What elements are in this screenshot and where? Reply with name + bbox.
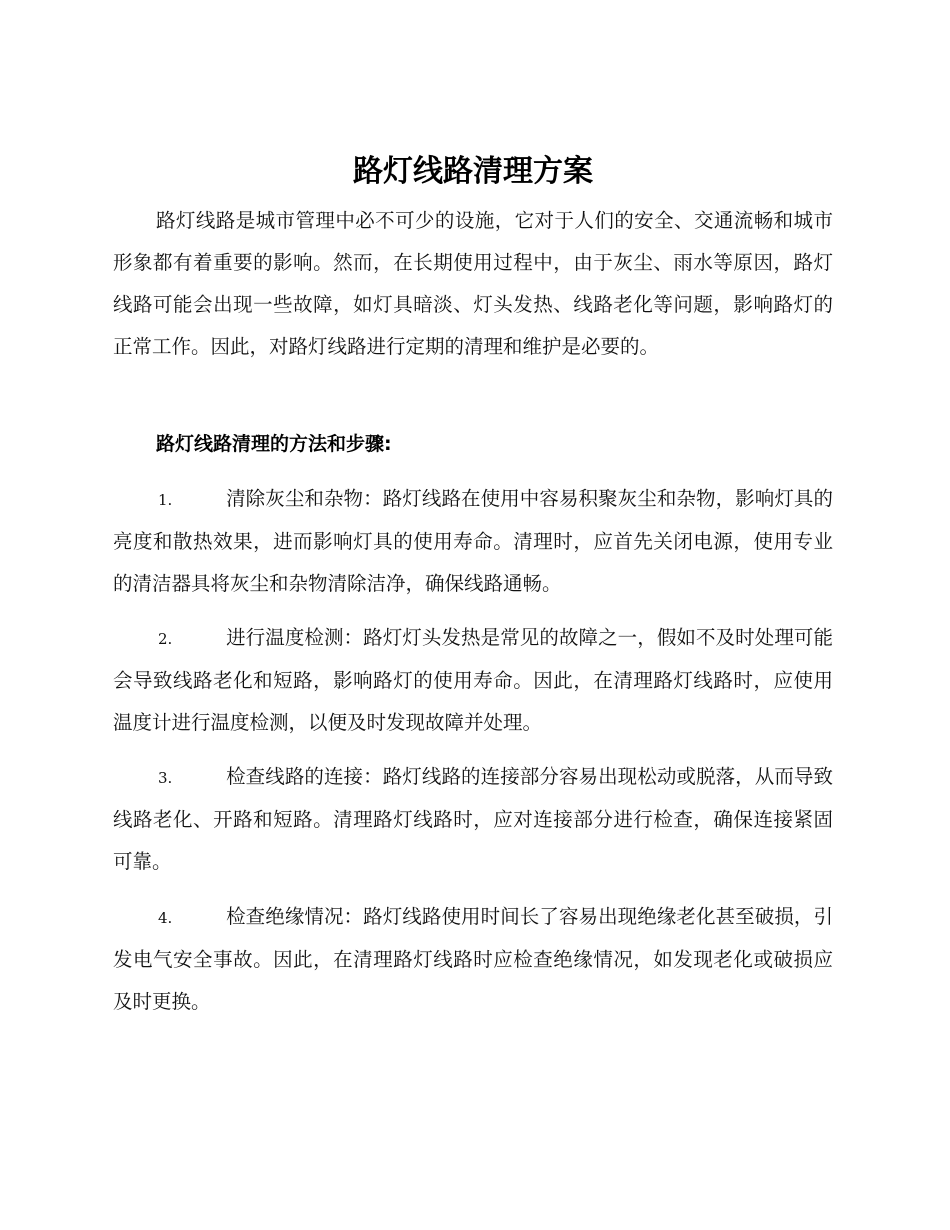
list-item-number: 2. bbox=[158, 630, 173, 648]
list-item bbox=[113, 756, 833, 883]
list-item-number: 4. bbox=[158, 909, 173, 927]
list-item-text: 进行温度检测：路灯灯头发热是常见的故障之一，假如不及时处理可能会导致线路老化和短路，影响路灯的使用寿命。因此，在清理路灯线路时，应使用温度计进行温度检测，以便及时发现故障并处理。 bbox=[113, 626, 833, 734]
section-heading: 路灯线路清理的方法和步骤: bbox=[156, 433, 392, 455]
list-item bbox=[113, 478, 833, 605]
list-item bbox=[113, 896, 833, 1023]
intro-paragraph: 路灯线路是城市管理中必不可少的设施，它对于人们的安全、交通流畅和城市形象都有着重要的影响。然而，在长期使用过程中，由于灰尘、雨水等原因，路灯线路可能会出现一些故障，如灯具暗淡、灯头发热、线路老化等问题，影响路灯的正常工作。因此，对路灯线路进行定期的清理和维护是必要的。 bbox=[113, 209, 833, 358]
list-item-text: 检查绝缘情况：路灯线路使用时间长了容易出现绝缘老化甚至破损，引发电气安全事故。因此，在清理路灯线路时应检查绝缘情况，如发现老化或破损应及时更换。 bbox=[113, 905, 833, 1013]
list-item-number: 3. bbox=[158, 769, 173, 787]
list-item bbox=[113, 617, 833, 744]
list-item-text: 清除灰尘和杂物：路灯线路在使用中容易积聚灰尘和杂物，影响灯具的亮度和散热效果，进而影响灯具的使用寿命。清理时，应首先关闭电源，使用专业的清洁器具将灰尘和杂物清除洁净，确保线路通畅。 bbox=[113, 487, 833, 595]
list-item-text: 检查线路的连接：路灯线路的连接部分容易出现松动或脱落，从而导致线路老化、开路和短路。清理路灯线路时，应对连接部分进行检查，确保连接紧固可靠。 bbox=[113, 765, 833, 873]
document-title: 路灯线路清理方案 bbox=[353, 154, 593, 189]
list-item-number: 1. bbox=[158, 491, 173, 509]
